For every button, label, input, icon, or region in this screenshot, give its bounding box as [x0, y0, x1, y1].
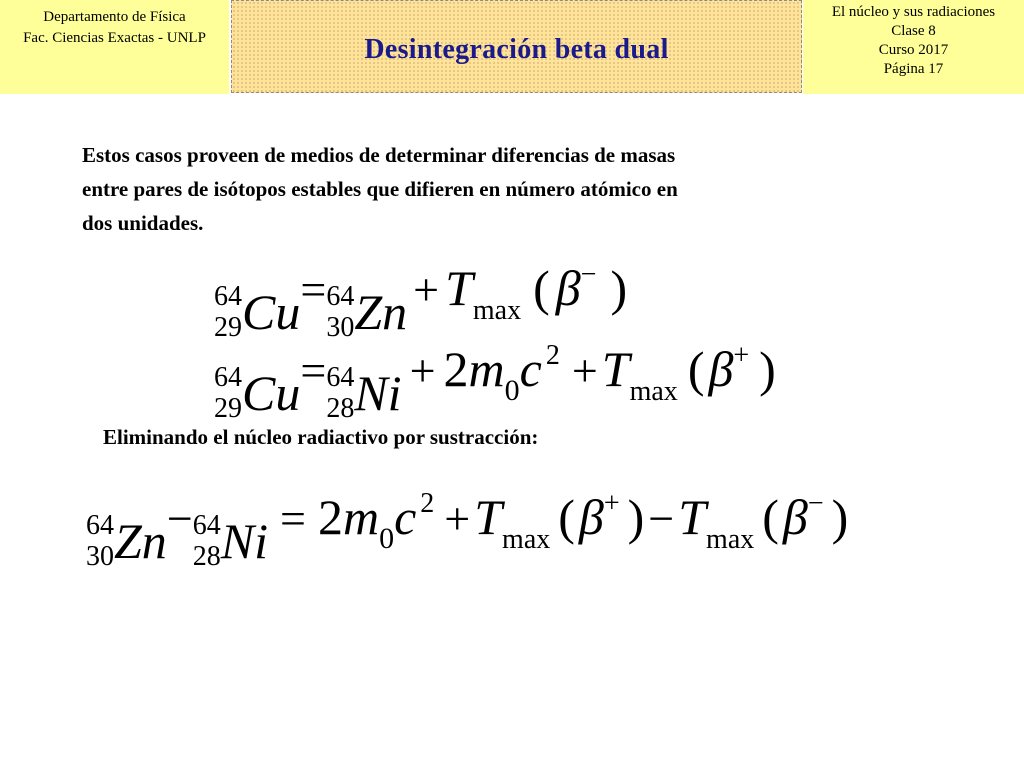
plus-sign: +	[409, 345, 436, 396]
header-course-box	[803, 0, 1024, 94]
max-subscript: max	[706, 524, 755, 555]
intro-line: entre pares de isótopos estables que difieren en número atómico en	[82, 177, 678, 201]
mass-number: 64	[192, 510, 221, 541]
left-paren: (	[533, 260, 550, 316]
atomic-number: 29	[214, 312, 242, 343]
right-paren: )	[831, 489, 849, 545]
equation-beta-minus	[214, 259, 627, 343]
nuclide-cu	[214, 362, 300, 424]
beta-charge: +	[733, 340, 750, 371]
equals-sign: =	[280, 493, 306, 544]
mass-symbol: m	[468, 341, 505, 397]
element-symbol: Ni	[354, 365, 402, 421]
beta-charge: −	[580, 259, 597, 290]
intro-line: Estos casos proveen de medios de determinar diferencias de masas	[82, 143, 676, 167]
left-paren: (	[558, 489, 575, 545]
max-subscript: max	[472, 295, 522, 326]
mass-number: 64	[214, 362, 242, 393]
atomic-number: 30	[86, 541, 114, 572]
square-exponent: 2	[420, 488, 435, 519]
element-symbol: Cu	[242, 365, 301, 421]
header-title-box	[231, 0, 802, 93]
intro-line: dos unidades.	[82, 211, 204, 235]
beta-symbol: β	[578, 489, 604, 545]
kinetic-energy-symbol: T	[474, 489, 503, 545]
plus-sign: +	[571, 345, 598, 396]
equals-sign: =	[300, 264, 327, 315]
atomic-number: 29	[214, 393, 242, 424]
class-number: Clase 8	[891, 23, 936, 39]
right-paren: )	[627, 489, 645, 545]
equation-mass-difference	[86, 488, 848, 572]
square-exponent: 2	[545, 340, 560, 371]
intro-paragraph	[82, 138, 922, 240]
mass-symbol: m	[342, 489, 380, 545]
left-paren: (	[687, 341, 705, 397]
light-speed-symbol: c	[519, 341, 542, 397]
atomic-number: 28	[192, 541, 221, 572]
mass-number: 64	[326, 362, 355, 393]
right-paren: )	[759, 341, 776, 397]
beta-symbol: β	[555, 260, 581, 316]
course-topic: El núcleo y sus radiaciones	[831, 4, 996, 20]
nuclide-zn	[86, 510, 167, 572]
mass-number: 64	[326, 281, 355, 312]
right-paren: )	[610, 260, 628, 316]
nuclide-ni	[193, 510, 268, 572]
kinetic-energy-symbol: T	[678, 489, 707, 545]
rest-subscript: 0	[504, 374, 520, 407]
page-number: Página 17	[883, 61, 944, 77]
beta-charge: +	[603, 488, 620, 519]
coefficient-two: 2	[317, 489, 343, 545]
subtraction-subheading: Eliminando el núcleo radiactivo por sustracción:	[103, 425, 539, 449]
coefficient-two: 2	[443, 341, 469, 397]
beta-symbol: β	[708, 341, 734, 397]
max-subscript: max	[502, 524, 551, 555]
element-symbol: Zn	[354, 284, 408, 340]
max-subscript: max	[629, 376, 678, 407]
plus-sign: +	[413, 264, 440, 315]
element-symbol: Cu	[242, 284, 301, 340]
rest-subscript: 0	[379, 522, 395, 555]
kinetic-energy-symbol: T	[601, 341, 630, 397]
atomic-number: 30	[326, 312, 355, 343]
minus-sign: −	[166, 493, 193, 544]
nuclide-cu	[214, 281, 300, 343]
nuclide-ni	[326, 362, 401, 424]
slide-title: Desintegración beta dual	[364, 34, 669, 65]
kinetic-energy-symbol: T	[445, 260, 473, 316]
atomic-number: 28	[326, 393, 355, 424]
element-symbol: Ni	[220, 513, 269, 569]
beta-charge: −	[807, 488, 824, 519]
light-speed-symbol: c	[394, 489, 417, 545]
header-department-box	[0, 0, 229, 94]
course-year: Curso 2017	[878, 42, 949, 58]
faculty-name: Fac. Ciencias Exactas - UNLP	[23, 30, 206, 46]
left-paren: (	[762, 489, 779, 545]
mass-number: 64	[86, 510, 114, 541]
department-name: Departamento de Física	[43, 9, 186, 25]
mass-number: 64	[214, 281, 242, 312]
beta-symbol: β	[782, 489, 808, 545]
nuclide-zn	[326, 281, 407, 343]
element-symbol: Zn	[114, 513, 167, 569]
equals-sign: =	[300, 345, 327, 396]
plus-sign: +	[444, 493, 471, 544]
minus-sign: −	[648, 493, 675, 544]
equation-beta-plus	[214, 340, 776, 424]
